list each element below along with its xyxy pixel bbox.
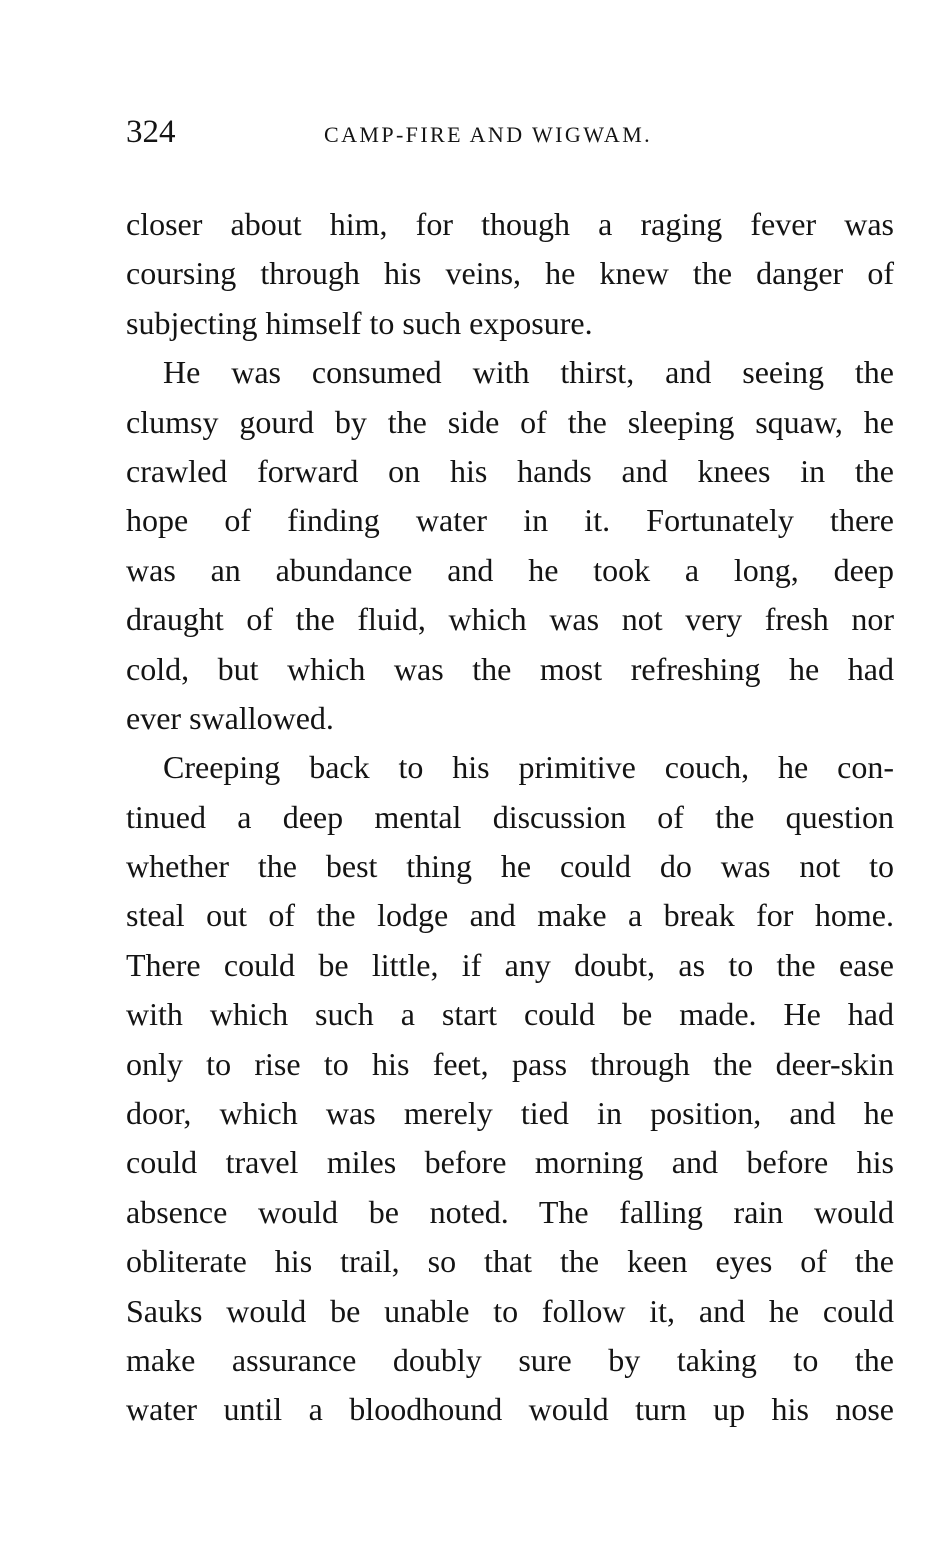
text-line: coursing through his veins, he knew the danger of bbox=[126, 255, 894, 292]
text-line: absence would be noted. The falling rain would bbox=[126, 1193, 894, 1230]
text-line: whether the best thing he could do was not to bbox=[126, 848, 894, 885]
text-line: water until a bloodhound would turn up his nose bbox=[126, 1391, 894, 1428]
text-line: obliterate his trail, so that the keen eyes of the bbox=[126, 1243, 894, 1280]
running-title: CAMP-FIRE AND WIGWAM. bbox=[324, 122, 653, 147]
page-number: 324 bbox=[126, 114, 176, 150]
text-line: ever swallowed. bbox=[126, 699, 334, 736]
text-line: crawled forward on his hands and knees in the bbox=[126, 452, 894, 489]
body-text bbox=[126, 200, 894, 1435]
text-line: subjecting himself to such exposure. bbox=[126, 304, 593, 341]
text-line: cold, but which was the most refreshing he had bbox=[126, 650, 894, 687]
text-line: closer about him, for though a raging fever was bbox=[126, 206, 894, 242]
text-line: steal out of the lodge and make a break for home. bbox=[126, 897, 894, 934]
text-line: only to rise to his feet, pass through the deer-skin bbox=[126, 1045, 894, 1082]
text-line: hope of finding water in it. Fortunately there bbox=[126, 502, 894, 539]
text-line: There could be little, if any doubt, as to the ease bbox=[126, 946, 894, 983]
running-head bbox=[126, 112, 896, 152]
text-line: He was consumed with thirst, and seeing the bbox=[163, 354, 894, 391]
text-line: was an abundance and he took a long, deep bbox=[126, 551, 894, 588]
text-line: Creeping back to his primitive couch, he con- bbox=[163, 749, 894, 786]
text-line: door, which was merely tied in position, and he bbox=[126, 1095, 894, 1132]
text-line: draught of the fluid, which was not very fresh nor bbox=[126, 601, 894, 638]
text-line: Sauks would be unable to follow it, and he could bbox=[126, 1292, 894, 1329]
text-line: make assurance doubly sure by taking to the bbox=[126, 1341, 894, 1378]
text-line: tinued a deep mental discussion of the question bbox=[126, 798, 894, 835]
text-line: clumsy gourd by the side of the sleeping squaw, he bbox=[126, 403, 894, 440]
text-line: could travel miles before morning and before his bbox=[126, 1144, 894, 1181]
text-line: with which such a start could be made. He had bbox=[126, 996, 894, 1033]
